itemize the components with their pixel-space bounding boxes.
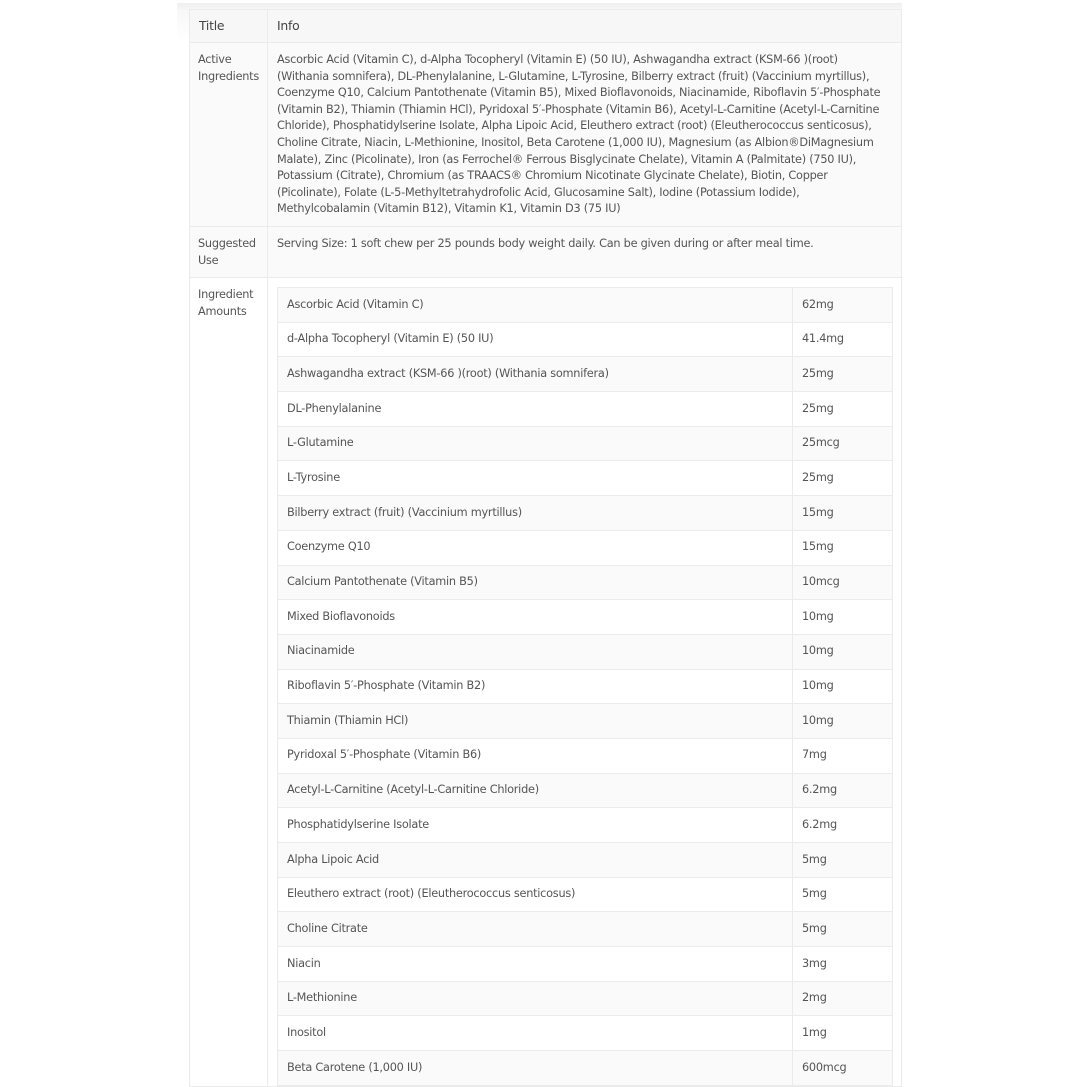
product-info-table — [189, 9, 902, 1087]
ingredient-name: L-Methionine — [278, 981, 793, 1016]
ingredient-name: Calcium Pantothenate (Vitamin B5) — [278, 565, 793, 600]
ingredient-row — [278, 773, 893, 808]
ingredient-row — [278, 1051, 893, 1086]
ingredient-row — [278, 704, 893, 739]
ingredient-name: Ashwagandha extract (KSM-66 )(root) (Withania somnifera) — [278, 357, 793, 392]
ingredient-amount: 10mcg — [793, 565, 893, 600]
ingredient-row — [278, 634, 893, 669]
ingredient-name: Beta Carotene (1,000 IU) — [278, 1051, 793, 1086]
suggested-use-text: Serving Size: 1 soft chew per 25 pounds body weight daily. Can be given during or after meal time. — [268, 227, 902, 278]
ingredient-amount: 25mcg — [793, 426, 893, 461]
ingredient-row — [278, 947, 893, 982]
ingredient-amount: 15mg — [793, 530, 893, 565]
ingredient-name: d-Alpha Tocopheryl (Vitamin E) (50 IU) — [278, 322, 793, 357]
ingredient-name: DL-Phenylalanine — [278, 392, 793, 427]
ingredient-row — [278, 877, 893, 912]
ingredient-name: Niacinamide — [278, 634, 793, 669]
suggested-use-label: Suggested Use — [190, 227, 268, 278]
ingredient-amount: 2mg — [793, 981, 893, 1016]
ingredient-amount: 5mg — [793, 843, 893, 878]
column-header-title: Title — [190, 10, 268, 43]
ingredient-row — [278, 530, 893, 565]
ingredient-row — [278, 669, 893, 704]
ingredient-amount: 15mg — [793, 496, 893, 531]
ingredient-name: Riboflavin 5′-Phosphate (Vitamin B2) — [278, 669, 793, 704]
ingredient-amount: 41.4mg — [793, 322, 893, 357]
ingredient-row — [278, 426, 893, 461]
ingredient-amount: 25mg — [793, 392, 893, 427]
active-ingredients-text: Ascorbic Acid (Vitamin C), d-Alpha Tocopheryl (Vitamin E) (50 IU), Ashwagandha extract (KSM-66 )(root) (Withania somnifera), DL-Phenylalanine, L-Glutamine, L-Tyrosine, Bilberry extract (fruit) (Vaccinium myrtillus), Coenzyme Q10, Calcium Pantothenate (Vitamin B5), Mixed Bioflavonoids, Niacinamide, Riboflavin 5′-Phosphate (Vitamin B2), Thiamin (Thiamin HCl), Pyridoxal 5′-Phosphate (Vitamin B6), Acetyl-L-Carnitine (Acetyl-L-Carnitine Chloride), Phosphatidylserine Isolate, Alpha Lipoic Acid, Eleuthero extract (root) (Eleutherococcus senticosus), Choline Citrate, Niacin, L-Methionine, Inositol, Beta Carotene (1,000 IU), Magnesium (as Albion®DiMagnesium Malate), Zinc (Picolinate), Iron (as Ferrochel® Ferrous Bisglycinate Chelate), Vitamin A (Palmitate) (750 IU), Potassium (Citrate), Chromium (as TRAACS® Chromium Nicotinate Glycinate Chelate), Biotin, Copper (Picolinate), Folate (L-5-Methyltetrahydrofolic Acid, Glucosamine Salt), Iodine (Potassium Iodide), Methylcobalamin (Vitamin B12), Vitamin K1, Vitamin D3 (75 IU) — [268, 43, 902, 227]
ingredient-name: L-Tyrosine — [278, 461, 793, 496]
ingredient-row — [278, 288, 893, 323]
ingredient-amount: 10mg — [793, 634, 893, 669]
ingredient-row — [278, 392, 893, 427]
ingredient-amount: 10mg — [793, 704, 893, 739]
active-ingredients-label: Active Ingredients — [190, 43, 268, 227]
ingredient-amount: 6.2mg — [793, 808, 893, 843]
ingredient-name: Mixed Bioflavonoids — [278, 600, 793, 635]
ingredient-row — [278, 738, 893, 773]
ingredient-name: Ascorbic Acid (Vitamin C) — [278, 288, 793, 323]
ingredient-name: Acetyl-L-Carnitine (Acetyl-L-Carnitine Chloride) — [278, 773, 793, 808]
ingredient-name: Choline Citrate — [278, 912, 793, 947]
ingredient-name: Niacin — [278, 947, 793, 982]
ingredient-amount: 25mg — [793, 461, 893, 496]
ingredient-amount: 5mg — [793, 877, 893, 912]
ingredient-row — [278, 322, 893, 357]
ingredient-amount: 3mg — [793, 947, 893, 982]
ingredient-name: Eleuthero extract (root) (Eleutherococcus senticosus) — [278, 877, 793, 912]
ingredient-row — [278, 912, 893, 947]
ingredient-name: Inositol — [278, 1016, 793, 1051]
column-header-info: Info — [268, 10, 902, 43]
ingredient-name: Thiamin (Thiamin HCl) — [278, 704, 793, 739]
ingredient-row — [278, 808, 893, 843]
ingredient-row — [278, 461, 893, 496]
ingredient-name: Bilberry extract (fruit) (Vaccinium myrtillus) — [278, 496, 793, 531]
ingredient-amounts-label: Ingredient Amounts — [190, 278, 268, 1087]
ingredient-amount: 600mcg — [793, 1051, 893, 1086]
ingredient-amount: 6.2mg — [793, 773, 893, 808]
ingredient-name: Pyridoxal 5′-Phosphate (Vitamin B6) — [278, 738, 793, 773]
ingredient-name: Phosphatidylserine Isolate — [278, 808, 793, 843]
ingredient-row — [278, 843, 893, 878]
ingredient-amounts-table — [277, 287, 893, 1086]
table-header-row — [190, 10, 902, 43]
ingredient-row — [278, 357, 893, 392]
ingredient-amount: 1mg — [793, 1016, 893, 1051]
ingredient-amount: 7mg — [793, 738, 893, 773]
ingredient-row — [278, 496, 893, 531]
ingredient-amounts-row — [190, 278, 902, 1087]
ingredient-row — [278, 565, 893, 600]
active-ingredients-row — [190, 43, 902, 227]
ingredient-row — [278, 1016, 893, 1051]
ingredient-name: Coenzyme Q10 — [278, 530, 793, 565]
ingredient-amount: 25mg — [793, 357, 893, 392]
ingredient-row — [278, 981, 893, 1016]
ingredient-row — [278, 600, 893, 635]
ingredient-amount: 10mg — [793, 669, 893, 704]
ingredient-amounts-cell — [268, 278, 902, 1087]
ingredient-amount: 62mg — [793, 288, 893, 323]
ingredient-amount: 5mg — [793, 912, 893, 947]
ingredient-name: Alpha Lipoic Acid — [278, 843, 793, 878]
ingredient-amount: 10mg — [793, 600, 893, 635]
suggested-use-row — [190, 227, 902, 278]
ingredient-name: L-Glutamine — [278, 426, 793, 461]
